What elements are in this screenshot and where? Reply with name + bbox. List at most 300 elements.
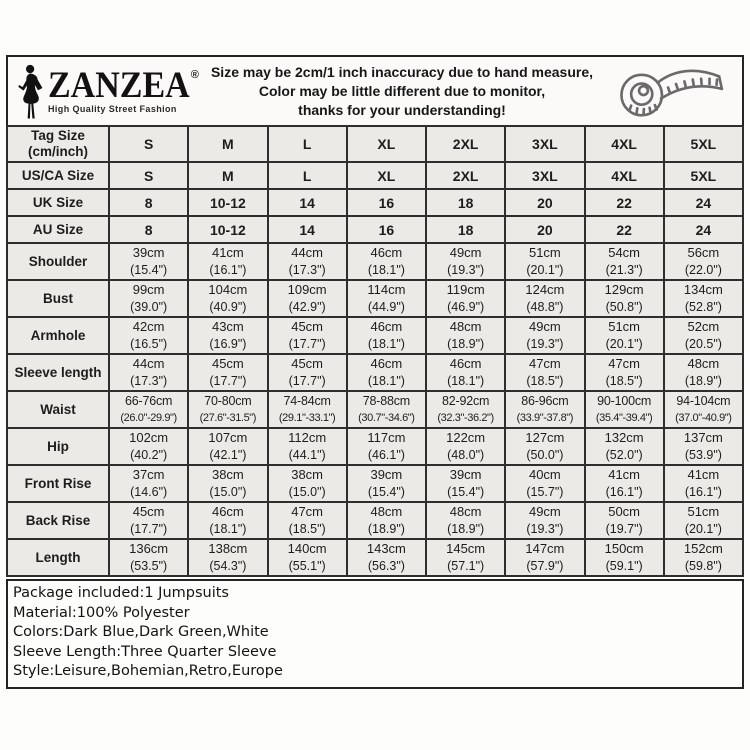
size-value-cell: 5XL [664, 162, 743, 189]
row-label [7, 216, 109, 243]
row-label-line: (cm/inch) [27, 144, 88, 159]
inch-value: (30.7"-34.6") [358, 412, 415, 424]
disclaimer-line: Size may be 2cm/1 inch inaccuracy due to hand measure, [210, 63, 594, 80]
inch-value: (18.1") [367, 337, 405, 351]
measurement-value-cell [109, 465, 188, 502]
inch-value: (19.7") [605, 522, 643, 536]
row-label: Bust [7, 280, 109, 317]
inch-value: (17.3") [130, 374, 168, 388]
measurement-value-cell [426, 243, 505, 280]
size-value-cell: 10-12 [188, 216, 267, 243]
measurement-value-cell [268, 428, 347, 465]
inch-value: (50.8") [605, 300, 643, 314]
inch-value: (52.0") [605, 448, 643, 462]
measurement-value-cell [664, 243, 743, 280]
measurement-value-cell [505, 539, 584, 576]
measurement-value-cell [505, 428, 584, 465]
size-value-cell: 18 [426, 216, 505, 243]
measurement-value-cell [664, 465, 743, 502]
size-value-cell: 24 [664, 216, 743, 243]
size-value-cell: S [109, 162, 188, 189]
inch-value: (15.4") [447, 485, 485, 499]
cm-value: 107cm [208, 430, 248, 445]
inch-value: (20.1") [684, 522, 722, 536]
measurement-value-cell [109, 428, 188, 465]
measurement-value-cell [585, 465, 664, 502]
cm-value: 147cm [525, 541, 565, 556]
cm-value: 78-88cm [362, 394, 410, 408]
measurement-row [7, 502, 743, 539]
size-value-cell: L [268, 162, 347, 189]
product-info-line: Sleeve Length:Three Quarter Sleeve [13, 643, 277, 660]
inch-value: (56.3") [367, 559, 405, 573]
inch-value: (19.3") [447, 263, 485, 277]
row-label: Sleeve length [7, 354, 109, 391]
row-label: Length [7, 539, 109, 576]
size-value-cell: 3XL [505, 126, 584, 162]
measurement-value-cell [188, 465, 267, 502]
cm-value: 124cm [525, 282, 565, 297]
inch-value: (37.0"-40.9") [675, 412, 732, 424]
cm-value: 143cm [366, 541, 406, 556]
measurement-value-cell [505, 317, 584, 354]
size-value-cell: 20 [505, 189, 584, 216]
cm-value: 117cm [367, 430, 406, 445]
measurement-value-cell [347, 539, 426, 576]
inch-value: (18.1") [209, 522, 247, 536]
size-value-cell: M [188, 126, 267, 162]
inch-value: (39.0") [130, 300, 168, 314]
inch-value: (22.0") [684, 263, 722, 277]
disclaimer [204, 63, 600, 120]
measurement-value-cell [585, 502, 664, 539]
product-info-line: Material:100% Polyester [13, 604, 190, 621]
brand-text-block [48, 64, 199, 114]
measurement-value-cell [664, 354, 743, 391]
cm-value: 46cm [370, 319, 403, 334]
cm-value: 42cm [132, 319, 165, 334]
cm-value: 47cm [528, 356, 561, 371]
measurement-value-cell [664, 502, 743, 539]
size-value-cell: L [268, 126, 347, 162]
cm-value: 38cm [211, 467, 244, 482]
measurement-value-cell [585, 317, 664, 354]
measurement-value-cell [347, 428, 426, 465]
measurement-value-cell [268, 280, 347, 317]
inch-value: (18.9") [447, 522, 485, 536]
inch-value: (29.1"-33.1") [278, 412, 336, 424]
size-value-cell: 24 [664, 189, 743, 216]
cm-value: 129cm [604, 282, 644, 297]
measurement-value-cell [426, 391, 505, 428]
measurement-value-cell [664, 317, 743, 354]
measurement-value-cell [426, 428, 505, 465]
cm-value: 140cm [287, 541, 327, 556]
measurement-value-cell [664, 391, 743, 428]
cm-value: 122cm [446, 430, 486, 445]
measurement-value-cell [268, 465, 347, 502]
size-value-cell: 20 [505, 216, 584, 243]
cm-value: 127cm [525, 430, 565, 445]
cm-value: 48cm [449, 319, 482, 334]
measurement-value-cell [109, 391, 188, 428]
measurement-value-cell [347, 502, 426, 539]
measurement-value-cell [188, 354, 267, 391]
cm-value: 70-80cm [204, 394, 252, 408]
cm-value: 38cm [291, 467, 324, 482]
cm-value: 45cm [132, 504, 165, 519]
measurement-value-cell [505, 280, 584, 317]
measurement-value-cell [505, 354, 584, 391]
measurement-value-cell [188, 391, 267, 428]
size-value-cell: 4XL [585, 162, 664, 189]
inch-value: (57.1") [447, 559, 485, 573]
cm-value: 82-92cm [442, 394, 490, 408]
measurement-row [7, 354, 743, 391]
size-table [6, 125, 744, 577]
cm-value: 49cm [528, 319, 561, 334]
inch-value: (17.7") [209, 374, 247, 388]
measurement-value-cell [347, 465, 426, 502]
size-value-cell: 8 [109, 216, 188, 243]
cm-value: 51cm [528, 245, 561, 260]
measurement-value-cell [109, 317, 188, 354]
brand-name: ZANZEA [48, 64, 190, 105]
row-label: Back Rise [7, 502, 109, 539]
cm-value: 44cm [291, 245, 324, 260]
size-header-row [7, 162, 743, 189]
cm-value: 152cm [683, 541, 723, 556]
cm-value: 48cm [687, 356, 720, 371]
measurement-value-cell [426, 354, 505, 391]
inch-value: (15.0") [209, 485, 247, 499]
inch-value: (19.3") [526, 522, 564, 536]
inch-value: (35.4"-39.4") [595, 412, 653, 424]
measurement-value-cell [426, 539, 505, 576]
cm-value: 90-100cm [597, 394, 652, 408]
measurement-row [7, 243, 743, 280]
inch-value: (33.9"-37.8") [516, 412, 574, 424]
size-value-cell: M [188, 162, 267, 189]
row-label: Armhole [7, 317, 109, 354]
measurement-value-cell [347, 243, 426, 280]
measurement-value-cell [585, 280, 664, 317]
cm-value: 119cm [446, 282, 485, 297]
measurement-value-cell [585, 391, 664, 428]
cm-value: 112cm [288, 430, 327, 445]
size-value-cell: 18 [426, 189, 505, 216]
cm-value: 46cm [370, 356, 403, 371]
inch-value: (40.9") [209, 300, 247, 314]
measurement-value-cell [585, 354, 664, 391]
inch-value: (50.0") [526, 448, 564, 462]
product-info-line: Package included:1 Jumpsuits [13, 585, 229, 601]
size-value-cell: 2XL [426, 162, 505, 189]
inch-value: (17.7") [130, 522, 168, 536]
cm-value: 41cm [687, 467, 720, 482]
inch-value: (32.3"-36.2") [437, 412, 494, 424]
size-value-cell: 22 [585, 216, 664, 243]
cm-value: 109cm [287, 282, 327, 297]
size-value-cell: 2XL [426, 126, 505, 162]
brand-tagline: High Quality Street Fashion [48, 103, 177, 114]
size-value-cell: 16 [347, 216, 426, 243]
measurement-value-cell [505, 465, 584, 502]
row-label [7, 162, 109, 189]
measurement-value-cell [109, 502, 188, 539]
cm-value: 134cm [683, 282, 723, 297]
row-label-line: Tag Size [31, 128, 85, 143]
cm-value: 45cm [291, 319, 324, 334]
inch-value: (16.1") [209, 263, 247, 277]
measurement-value-cell [505, 502, 584, 539]
inch-value: (52.8") [684, 300, 722, 314]
cm-value: 41cm [608, 467, 641, 482]
woman-figure-icon [16, 63, 46, 121]
cm-value: 86-96cm [521, 394, 569, 408]
inch-value: (17.3") [288, 263, 326, 277]
cm-value: 37cm [132, 467, 165, 482]
measurement-value-cell [347, 280, 426, 317]
inch-value: (44.1") [288, 448, 326, 462]
cm-value: 51cm [608, 319, 641, 334]
measurement-value-cell [188, 502, 267, 539]
inch-value: (53.9") [684, 448, 722, 462]
inch-value: (55.1") [288, 559, 326, 573]
measurement-value-cell [585, 539, 664, 576]
measurement-value-cell [109, 354, 188, 391]
size-table-body [7, 126, 743, 576]
product-info-line: Colors:Dark Blue,Dark Green,White [13, 624, 269, 640]
inch-value: (20.1") [526, 263, 564, 277]
inch-value: (15.0") [288, 485, 326, 499]
inch-value: (20.1") [605, 337, 643, 351]
measurement-row [7, 539, 743, 576]
measurement-value-cell [109, 539, 188, 576]
measurement-value-cell [188, 317, 267, 354]
inch-value: (17.7") [288, 374, 326, 388]
inch-value: (18.1") [367, 374, 405, 388]
size-value-cell: XL [347, 162, 426, 189]
measurement-value-cell [585, 243, 664, 280]
row-label-line: UK Size [32, 194, 84, 210]
inch-value: (18.5") [605, 374, 643, 388]
measurement-value-cell [347, 317, 426, 354]
inch-value: (16.1") [605, 485, 643, 499]
cm-value: 46cm [449, 356, 482, 371]
cm-value: 46cm [370, 245, 403, 260]
cm-value: 104cm [208, 282, 248, 297]
inch-value: (18.1") [367, 263, 405, 277]
inch-value: (18.9") [684, 374, 722, 388]
cm-value: 94-104cm [676, 394, 731, 408]
measurement-row [7, 280, 743, 317]
measurement-value-cell [188, 243, 267, 280]
inch-value: (18.9") [447, 337, 485, 351]
inch-value: (20.5") [684, 337, 722, 351]
cm-value: 50cm [608, 504, 641, 519]
inch-value: (59.1") [605, 559, 643, 573]
inch-value: (15.4") [367, 485, 405, 499]
inch-value: (48.8") [526, 300, 564, 314]
cm-value: 47cm [608, 356, 641, 371]
cm-value: 47cm [291, 504, 324, 519]
disclaimer-line: thanks for your understanding! [298, 101, 506, 118]
product-info-line: Style:Leisure,Bohemian,Retro,Europe [13, 663, 283, 679]
registered-trademark-icon: ® [190, 68, 199, 81]
measurement-row [7, 428, 743, 465]
cm-value: 46cm [211, 504, 244, 519]
header-band [6, 55, 744, 125]
measurement-value-cell [664, 428, 743, 465]
cm-value: 66-76cm [125, 394, 173, 408]
measurement-value-cell [426, 465, 505, 502]
cm-value: 132cm [604, 430, 644, 445]
inch-value: (19.3") [526, 337, 564, 351]
row-label: Waist [7, 391, 109, 428]
cm-value: 49cm [449, 245, 482, 260]
cm-value: 39cm [132, 245, 165, 260]
measurement-value-cell [268, 317, 347, 354]
inch-value: (16.9") [209, 337, 247, 351]
inch-value: (44.9") [367, 300, 405, 314]
measurement-value-cell [347, 354, 426, 391]
size-value-cell: 5XL [664, 126, 743, 162]
inch-value: (53.5") [130, 559, 168, 573]
size-header-row [7, 216, 743, 243]
measurement-value-cell [188, 428, 267, 465]
size-header-row [7, 126, 743, 162]
cm-value: 45cm [291, 356, 324, 371]
inch-value: (46.9") [447, 300, 485, 314]
row-label: Hip [7, 428, 109, 465]
cm-value: 145cm [446, 541, 486, 556]
inch-value: (42.1") [209, 448, 247, 462]
cm-value: 43cm [211, 319, 244, 334]
inch-value: (15.7") [526, 485, 564, 499]
measurement-value-cell [426, 317, 505, 354]
cm-value: 102cm [129, 430, 169, 445]
measurement-value-cell [426, 502, 505, 539]
measurement-value-cell [505, 391, 584, 428]
measurement-value-cell [347, 391, 426, 428]
row-label-line: US/CA Size [21, 167, 95, 183]
measurement-row [7, 317, 743, 354]
cm-value: 40cm [528, 467, 561, 482]
inch-value: (46.1") [367, 448, 405, 462]
cm-value: 99cm [132, 282, 165, 297]
disclaimer-line: Color may be little different due to monitor, [258, 82, 546, 99]
row-label-line: AU Size [32, 221, 84, 237]
size-value-cell: S [109, 126, 188, 162]
inch-value: (59.8") [684, 559, 722, 573]
inch-value: (48.0") [447, 448, 485, 462]
inch-value: (21.3") [605, 263, 643, 277]
cm-value: 137cm [683, 430, 723, 445]
cm-value: 44cm [132, 356, 165, 371]
cm-value: 48cm [370, 504, 403, 519]
measurement-value-cell [268, 391, 347, 428]
inch-value: (27.6"-31.5") [199, 412, 257, 424]
measurement-value-cell [188, 539, 267, 576]
cm-value: 39cm [370, 467, 403, 482]
cm-value: 136cm [129, 541, 169, 556]
cm-value: 74-84cm [283, 394, 331, 408]
measurement-row [7, 465, 743, 502]
inch-value: (18.1") [447, 374, 485, 388]
cm-value: 52cm [687, 319, 720, 334]
measurement-value-cell [585, 428, 664, 465]
size-value-cell: 4XL [585, 126, 664, 162]
measurement-value-cell [109, 280, 188, 317]
measurement-row [7, 391, 743, 428]
product-info-box [6, 579, 744, 689]
inch-value: (18.5") [526, 374, 564, 388]
size-value-cell: 10-12 [188, 189, 267, 216]
measurement-value-cell [268, 502, 347, 539]
inch-value: (26.0"-29.9") [120, 412, 177, 424]
tape-measure-icon [600, 58, 738, 125]
row-label: Shoulder [7, 243, 109, 280]
size-header-row [7, 189, 743, 216]
row-label: Front Rise [7, 465, 109, 502]
cm-value: 49cm [528, 504, 561, 519]
cm-value: 138cm [208, 541, 248, 556]
cm-value: 56cm [687, 245, 720, 260]
size-chart-content [6, 55, 744, 689]
measurement-value-cell [268, 354, 347, 391]
cm-value: 45cm [211, 356, 244, 371]
inch-value: (15.4") [130, 263, 168, 277]
brand-logo [12, 61, 204, 121]
inch-value: (40.2") [130, 448, 168, 462]
measurement-value-cell [268, 243, 347, 280]
size-value-cell: 16 [347, 189, 426, 216]
measurement-value-cell [664, 539, 743, 576]
measurement-value-cell [505, 243, 584, 280]
size-value-cell: 8 [109, 189, 188, 216]
inch-value: (42.9") [288, 300, 326, 314]
inch-value: (14.6") [130, 485, 168, 499]
row-label [7, 126, 109, 162]
measurement-value-cell [268, 539, 347, 576]
size-value-cell: XL [347, 126, 426, 162]
cm-value: 150cm [604, 541, 644, 556]
size-value-cell: 22 [585, 189, 664, 216]
inch-value: (18.9") [367, 522, 405, 536]
measurement-value-cell [664, 280, 743, 317]
measurement-value-cell [188, 280, 267, 317]
measurement-value-cell [426, 280, 505, 317]
cm-value: 114cm [367, 282, 406, 297]
measurement-value-cell [109, 243, 188, 280]
cm-value: 54cm [608, 245, 641, 260]
inch-value: (54.3") [209, 559, 247, 573]
cm-value: 48cm [449, 504, 482, 519]
row-label [7, 189, 109, 216]
size-value-cell: 14 [268, 189, 347, 216]
size-value-cell: 3XL [505, 162, 584, 189]
cm-value: 51cm [687, 504, 720, 519]
inch-value: (18.5") [288, 522, 326, 536]
cm-value: 39cm [449, 467, 482, 482]
size-value-cell: 14 [268, 216, 347, 243]
inch-value: (17.7") [288, 337, 326, 351]
cm-value: 41cm [211, 245, 244, 260]
inch-value: (16.5") [130, 337, 168, 351]
inch-value: (57.9") [526, 559, 564, 573]
inch-value: (16.1") [684, 485, 722, 499]
